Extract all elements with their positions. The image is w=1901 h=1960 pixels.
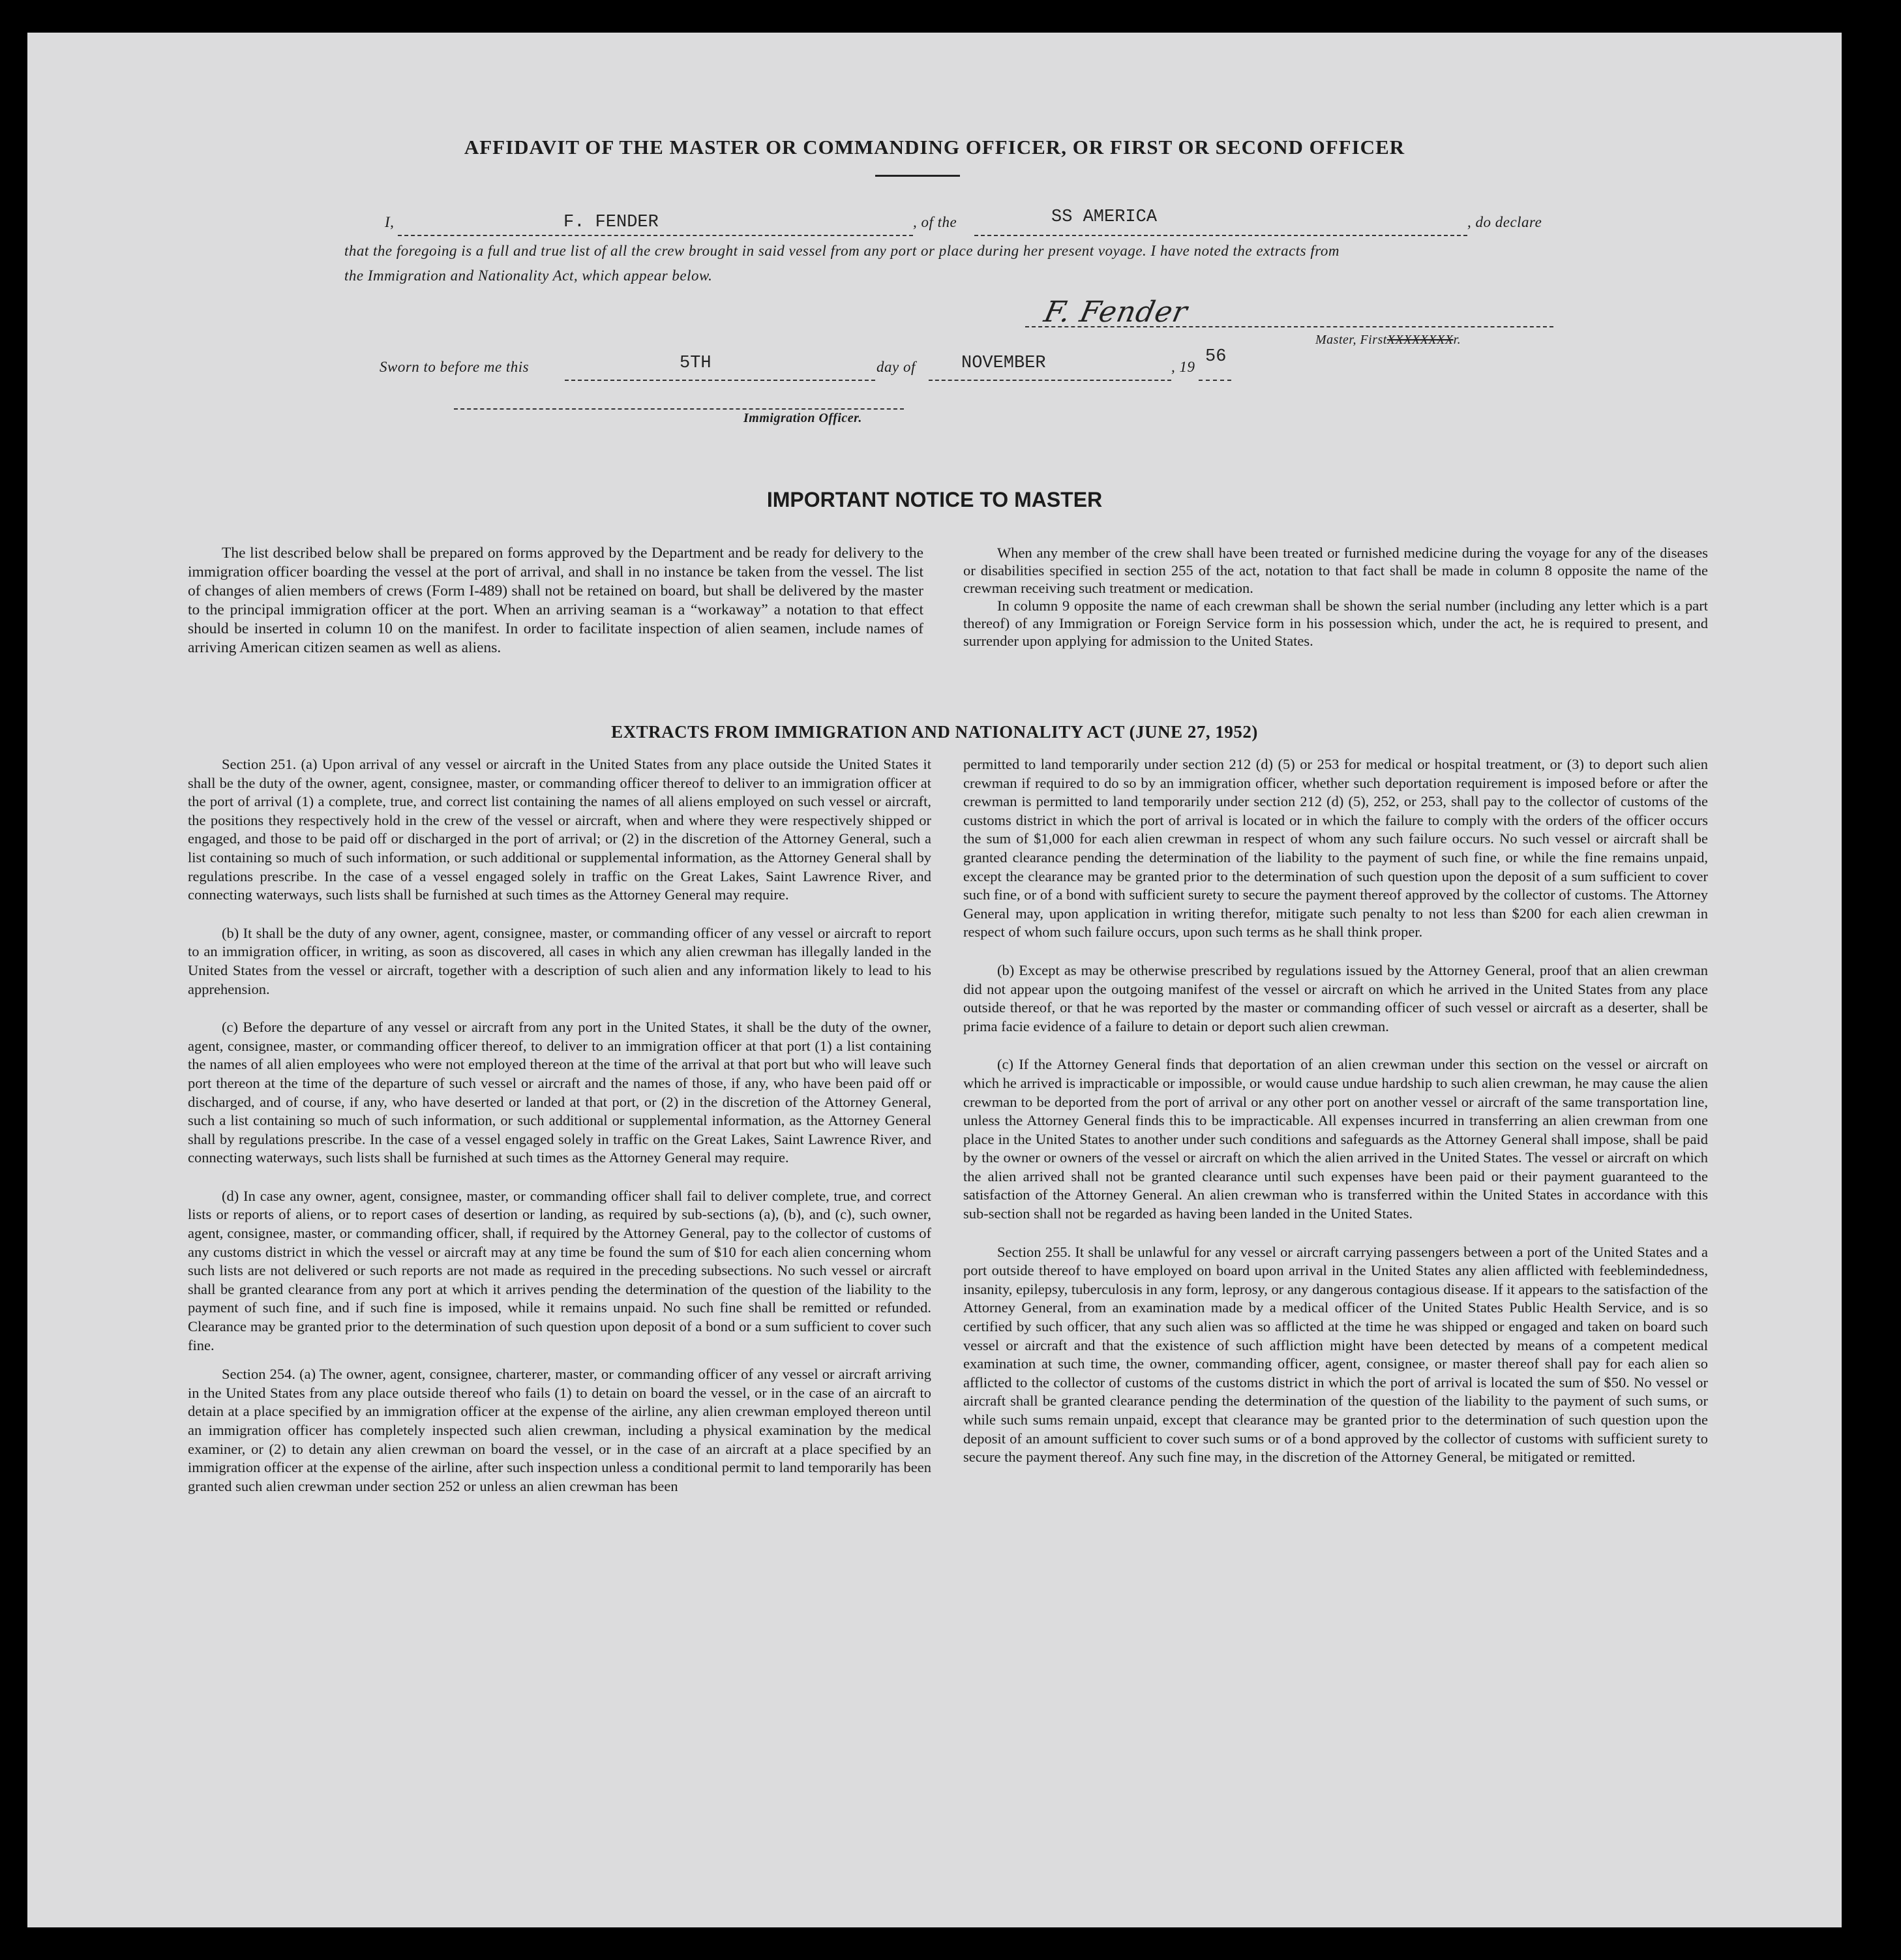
notice-right-paragraph-2: In column 9 opposite the name of each crewman shall be shown the serial number (including any letter which is a part thereof) of any Immigration or Foreign Service form in his possession which, under the act, he is required to present, and surrender upon applying for admission to the United States. bbox=[963, 597, 1708, 649]
notice-left-paragraph: The list described below shall be prepared on forms approved by the Department and be ready for delivery to the immigration officer boarding the vessel at the port of arrival, and shall in no instance be taken from the vessel. The list of changes of alien members of crews (Form I-489) shall not be retained on board, but shall be delivered by the master to the principal immigration officer at the port. When an arriving seaman is a “workaway” a notation to that effect should be inserted in column 10 on the manifest. In order to facilitate inspection of alien seamen, include names of arriving American citizen seamen as well as aliens. bbox=[188, 545, 923, 656]
section-254-c: (c) If the Attorney General finds that deportation of an alien crewman under this section on the vessel or aircraft on which he arrived is impracticable or impossible, or would cause undue hardship to such alien crewman, he may cause the alien crewman to be deported from the port of arrival or any other port on another vessel or aircraft of the same transportation line, unless the Attorney General finds this to be impracticable. All expenses incurred in transferring an alien crewman from one place in the United States to another under such conditions and safeguards as the Attorney General shall impose, shall be paid by the owner or owners of the vessel or aircraft on which the alien arrived in the United States. The vessel or aircraft on which the alien arrived shall not be granted clearance until such expenses have been paid or their payment guaranteed to the satisfaction of the Attorney General. An alien crewman who is transferred within the United States in accordance with this sub-section shall not be regarded as having been landed in the United States. bbox=[963, 1056, 1708, 1222]
do-declare-label: , do declare bbox=[1467, 214, 1542, 230]
master-caption-struck: XXXXXXXX bbox=[1386, 333, 1454, 347]
vessel-value: SS AMERICA bbox=[1051, 207, 1158, 227]
name-value: F. FENDER bbox=[563, 213, 659, 232]
month-value: NOVEMBER bbox=[961, 354, 1046, 373]
master-signature: F. Fender bbox=[1041, 295, 1191, 329]
statement-line-2: the Immigration and Nationality Act, which appear below. bbox=[344, 267, 713, 284]
of-the-label: , of the bbox=[913, 214, 957, 230]
section-251-c: (c) Before the departure of any vessel or aircraft from any port in the United States, it shall be the duty of the owner, agent, consignee, master, or commanding officer thereof, to deliver to an immigration officer at that port (1) a list containing the names of all alien employees who were not employed thereon at the time of the arrival at that port but who will leave such port thereon at the time of the departure of such vessel or aircraft and the names of those, if any, who have been paid off or discharged, and of course, if any, who have deserted or landed at that port, or (2) in the discretion of the Attorney General, such a list containing so much of such information, or such additional or supplemental information, as the Attorney General shall by regulations prescribe. In the case of a vessel engaged solely in traffic on the Great Lakes, Saint Lawrence River, and connecting waterways, such lists shall be furnished at such times as the Attorney General may require. bbox=[188, 1019, 931, 1166]
year-value: 56 bbox=[1205, 347, 1227, 367]
section-251-a: Section 251. (a) Upon arrival of any vessel or aircraft in the United States from any place outside the United States it shall be the duty of the owner, agent, consignee, master, or commanding officer thereof to deliver to an immigration officer at the port of arrival (1) a complete, true, and correct list containing the names of all aliens employed on such vessel or aircraft, the positions they respectively hold in the crew of the vessel or aircraft, when and where they were respectively shipped or engaged, and those to be paid off or discharged in the port of arrival; or (2) in the discretion of the Attorney General, such a list containing so much of such information, or such additional or supplemental information, as the Attorney General shall by regulations prescribe. In the case of a vessel engaged solely in traffic on the Great Lakes, Saint Lawrence River, and connecting waterways, such lists shall be furnished at such times as the Attorney General may require. bbox=[188, 756, 931, 903]
notice-right-paragraph-1: When any member of the crew shall have been treated or furnished medicine during the voyage for any of the diseases or disabilities specified in section 255 of the act, notation to that fact shall be made in column 8 opposite the name of the crewman receiving such treatment or medication. bbox=[963, 545, 1708, 596]
notice-right-column bbox=[963, 544, 1708, 650]
extracts-left-column bbox=[188, 755, 931, 1515]
i-label: I, bbox=[385, 214, 395, 230]
vessel-field[interactable] bbox=[974, 207, 1467, 236]
month-field[interactable] bbox=[929, 354, 1171, 381]
section-251-b: (b) It shall be the duty of any owner, agent, consignee, master, or commanding officer of any vessel or aircraft to report to an immigration officer, in writing, as soon as discovered, all cases in which any alien crewman has illegally landed in the United States from the vessel or aircraft, together with a description of such alien and any information likely to lead to his apprehension. bbox=[188, 924, 931, 997]
master-caption bbox=[1315, 333, 1461, 348]
section-254-a-continued: permitted to land temporarily under section 212 (d) (5) or 253 for medical or hospital treatment, or (3) to deport such alien crewman if required to do so by an immigration officer, whether such deportation requirement is imposed before or after the crewman is permitted to land temporarily under section 212 (d) (5), 252, or 253, shall pay to the collector of customs of the customs district in which the port of arrival is located or in which the failure to comply with the orders of the officer occurs the sum of $1,000 for each alien crewman in respect of whom any such failure occurs. No such vessel or aircraft shall be granted clearance pending the determination of the liability to the payment of such fine, or while the fine remains unpaid, except the clearance may be granted prior to the determination of such question upon the deposit of a sum sufficient to cover such fine, or of a bond with sufficient surety to secure the payment thereof approved by the collector of customs. The Attorney General may, upon application in writing therefor, mitigate such penalty to not less than $200 for each alien crewman in respect of whom such failure occurs, upon such terms as he shall think proper. bbox=[963, 756, 1708, 941]
affidavit-title: AFFIDAVIT OF THE MASTER OR COMMANDING OFFICER, OR FIRST OR SECOND OFFICER bbox=[464, 136, 1405, 158]
name-field[interactable] bbox=[398, 213, 913, 236]
section-255: Section 255. It shall be unlawful for any vessel or aircraft carrying passengers between a port of the United States and a port outside thereof to have employed on board upon arrival in the United States any alien afflicted with feeblemindedness, insanity, epilepsy, tuberculosis in any form, leprosy, or any dangerous contagious disease. If it appears to the satisfaction of the Attorney General, from an examination made by a medical officer of the United States Public Health Service, and is so certified by such officer, that any such alien was so afflicted at the time he was shipped or engaged and taken on board such vessel or aircraft and that the existence of such affliction might have been detected by means of a competent medical examination at such time, the owner, commanding officer, agent, consignee, or master thereof shall pay for each alien so afflicted to the collector of customs of the customs district in which the port of arrival is located the sum of $50. No vessel or aircraft shall be granted clearance pending the determination of the question of the liability to the payment of such sums, or while such sums remain unpaid, except that clearance may be granted prior to the determination of such question upon the deposit of an amount sufficient to cover such sums or of a bond approved by the collector of customs with sufficient surety to secure the payment thereof. Any such fine may, in the discretion of the Attorney General, be mitigated or remitted. bbox=[963, 1243, 1708, 1466]
notice-left-column bbox=[188, 544, 923, 657]
master-caption-text: Master, First bbox=[1315, 333, 1387, 347]
statement-line-1: that the foregoing is a full and true list of all the crew brought in said vessel from any port or place during her present voyage. I have noted the extracts from bbox=[344, 243, 1340, 259]
day-of-label: day of bbox=[876, 359, 916, 375]
title-divider bbox=[875, 175, 960, 177]
signature-line bbox=[1025, 320, 1553, 327]
extracts-title: EXTRACTS FROM IMMIGRATION AND NATIONALITY ACT (JUNE 27, 1952) bbox=[611, 722, 1258, 742]
sworn-label: Sworn to before me this bbox=[380, 359, 530, 375]
section-254-a: Section 254. (a) The owner, agent, consignee, charterer, master, or commanding officer of any vessel or aircraft arriving in the United States from any place outside thereof who fails (1) to detain on board the vessel, or in the case of an aircraft to detain at a place specified by an immigration officer at the expense of the airline, any alien crewman employed thereon until an immigration officer has completely inspected such alien crewman, including a physical examination by the medical examiner, or (2) to detain any alien crewman on board the vessel, or in the case of an aircraft at a place specified by an immigration officer at the expense of the airline, after such inspection unless a conditional permit to land temporarily has been granted such alien crewman under section 252 or unless an alien crewman has been bbox=[188, 1366, 931, 1494]
day-field[interactable] bbox=[565, 354, 875, 381]
extracts-right-column bbox=[963, 755, 1708, 1486]
year-prefix: , 19 bbox=[1171, 359, 1195, 375]
section-254-b: (b) Except as may be otherwise prescribed by regulations issued by the Attorney General, proof that an alien crewman did not appear upon the outgoing manifest of the vessel or aircraft on which he arrived in the United States from any place outside thereof, or that he was reported by the master or commanding officer of such vessel or aircraft as a deserter, shall be prima facie evidence of a failure to detain or deport such alien crewman. bbox=[963, 961, 1708, 1034]
immigration-officer-caption: Immigration Officer. bbox=[743, 411, 862, 425]
immigration-officer-line bbox=[454, 404, 904, 410]
document-page bbox=[27, 33, 1842, 1927]
notice-title: IMPORTANT NOTICE TO MASTER bbox=[766, 488, 1103, 511]
year-field[interactable] bbox=[1199, 347, 1231, 381]
day-value: 5TH bbox=[680, 354, 711, 373]
master-caption-end: r. bbox=[1453, 333, 1461, 347]
section-251-d: (d) In case any owner, agent, consignee, master, or commanding officer shall fail to deliver complete, true, and correct lists or reports of aliens, or to report cases of desertion or landing, as required by sub-sections (a), (b), and (c), such owner, agent, consignee, master, or commanding officer, shall, if required by the Attorney General, pay to the collector of customs of any customs district in which the vessel or aircraft may at any time be found the sum of $10 for each alien concerning whom such lists are not delivered or such reports are not made as required in the preceding subsections. No such vessel or aircraft shall be granted clearance from any port at which it arrives pending the determination of the question of the liability to the payment of such fine, and if such fine is imposed, while it remains unpaid. No such fine shall be remitted or refunded. Clearance may be granted prior to the determination of such question upon deposit of a bond or a sum sufficient to cover such fine. bbox=[188, 1187, 931, 1353]
